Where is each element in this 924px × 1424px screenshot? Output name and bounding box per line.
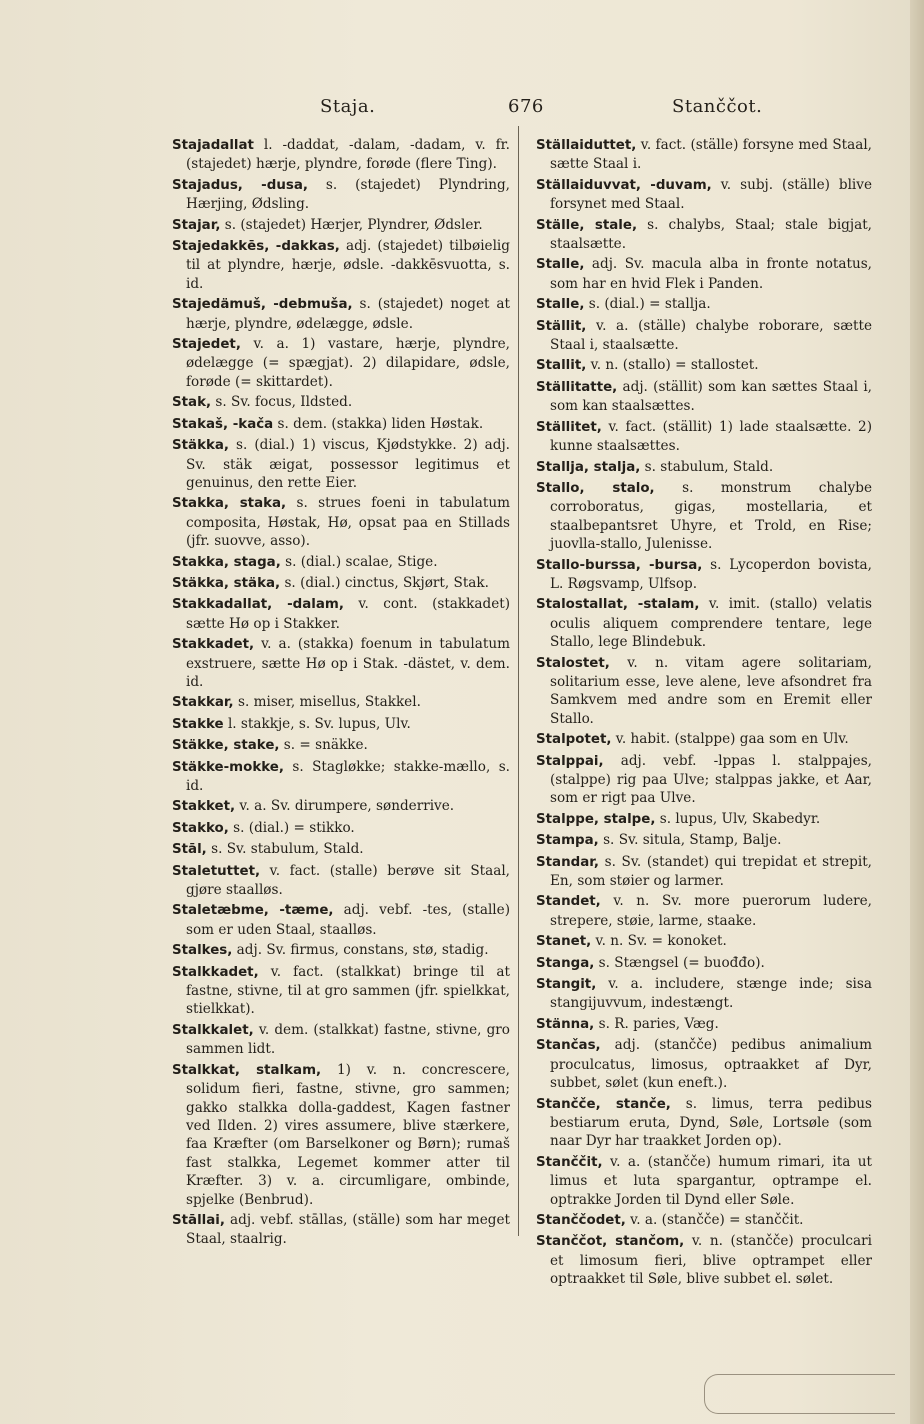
dictionary-entry xyxy=(172,901,510,939)
dictionary-entry xyxy=(536,595,872,651)
entry-headword: Stäkke-mokke, xyxy=(172,759,284,775)
dictionary-entry xyxy=(172,216,510,235)
entry-definition: v. a. includere, stænge inde; sisa stangijuvvum, indestængt. xyxy=(550,976,872,1012)
entry-headword: Stänna, xyxy=(536,1016,595,1032)
dictionary-entry xyxy=(536,932,872,951)
entry-headword: Standet, xyxy=(536,894,601,910)
entry-headword: Stakke xyxy=(172,716,224,732)
entry-headword: Stäkke, stake, xyxy=(172,738,280,754)
dictionary-entry xyxy=(172,295,510,333)
dictionary-entry xyxy=(172,963,510,1019)
dictionary-entry xyxy=(536,356,872,375)
entry-definition: s. chalybs, Staal; stale bigjat, staalsætte. xyxy=(550,216,872,253)
entry-headword: Stäkka, xyxy=(172,438,230,454)
library-label-frame xyxy=(704,1374,895,1414)
entry-definition: s. monstrum chalybe corroboratus, gigas, mostellaria, et staalbepantsret Uhyre, et Trold, en Rise; juovlla-stallo, Julenisse. xyxy=(550,479,872,553)
entry-definition: s. Lycoperdon bovista, L. Røgsvamp, Ulfsop. xyxy=(550,556,872,592)
entry-headword: Stāl, xyxy=(172,842,207,858)
dictionary-entry xyxy=(536,1232,872,1288)
dictionary-entry xyxy=(536,136,872,174)
entry-headword: Stalppe, stalpe, xyxy=(536,811,656,827)
entry-headword: Stäkka, stäka, xyxy=(172,575,281,591)
entry-definition: adj. vebf. stāllas, (ställe) som har meget Staal, staalrig. xyxy=(186,1211,510,1248)
dictionary-entry xyxy=(172,840,510,859)
entry-headword: Standar, xyxy=(536,854,599,870)
entry-headword: Stajadallat xyxy=(172,138,254,153)
entry-headword: Stallit, xyxy=(536,358,587,374)
entry-headword: Stajedakkēs, -dakkas, xyxy=(172,239,340,255)
dictionary-entry xyxy=(536,892,872,930)
entry-headword: Stakaš, -kača xyxy=(172,416,274,432)
dictionary-entry xyxy=(536,654,872,729)
entry-definition: v. cont. (stakkadet) sætte Hø op i Stakker. xyxy=(186,596,511,632)
entry-headword: Stakka, staga, xyxy=(172,554,281,570)
entry-definition: s. (stajedet) Plyndring, Hærjing, Ødsling. xyxy=(186,176,510,213)
entry-headword: Stanččit, xyxy=(536,1154,603,1170)
entry-definition: l. stakkje, s. Sv. lupus, Ulv. xyxy=(223,715,411,732)
entry-headword: Stakkar, xyxy=(172,695,234,711)
entry-headword: Ställaiduvvat, -duvam, xyxy=(536,177,712,193)
dictionary-entry xyxy=(172,1211,510,1249)
dictionary-entry xyxy=(172,819,510,838)
entry-definition: 1) v. n. concrescere, solidum fieri, fastne, stivne, gro sammen; gakko stalkka dolla-gaddest, Kagen fastner ved Ilden. 2) vires assumere, blive stærkere, faa Kræfter (om Barselkoner og Børn); rumaš fast stalkka, Legemet kommer atter til Kræfter. 3) v. a. circumligare, ombinde, spjelke (Benbrud). xyxy=(186,1061,510,1208)
dictionary-entry xyxy=(172,415,510,434)
entry-definition: v. n. (stančče) proculcari et limosum fieri, blive optrampet eller optraakket til Søle, blive subbet el. sølet. xyxy=(550,1233,872,1288)
entry-headword: Staletuttet, xyxy=(172,863,261,879)
entry-headword: Stalpotet, xyxy=(536,732,612,748)
entry-definition: s. stabulum, Stald. xyxy=(640,458,774,475)
entry-headword: Stakko, xyxy=(172,820,229,836)
entry-definition: s. Sv. (standet) qui trepidat et strepit, En, som støier og larmer. xyxy=(550,853,872,890)
dictionary-entry xyxy=(536,975,872,1013)
dictionary-entry xyxy=(536,810,872,829)
entry-definition: s. Stængsel (= buođđo). xyxy=(594,954,765,971)
entry-definition: s. limus, terra pedibus bestiarum eruta, Dynd, Søle, Lortsøle (som naar Dyr har traakket Jorden op). xyxy=(550,1095,872,1150)
entry-definition: s. lupus, Ulv, Skabedyr. xyxy=(655,810,821,827)
dictionary-entry xyxy=(172,595,510,633)
entry-headword: Stanččot, stančom, xyxy=(536,1234,685,1250)
entry-definition: adj. (stajedet) tilbøielig til at plyndre, hærje, ødsle. -dakkēsvuotta, s. id. xyxy=(186,238,510,292)
dictionary-entry xyxy=(172,1061,510,1209)
entry-definition: s. (dial.) = stallja. xyxy=(584,296,711,313)
entry-definition: v. a. 1) vastare, hærje, plyndre, ødelægge (= spægjat). 2) dilapidare, ødsle, forøde (= skittardet). xyxy=(186,336,510,390)
entry-definition: s. Sv. stabulum, Stald. xyxy=(206,841,364,858)
entry-definition: v. a. (stakka) foenum in tabulatum exstruere, sætte Hø op i Stak. -dästet, v. dem. id. xyxy=(186,636,510,690)
entry-headword: Stančas, xyxy=(536,1038,601,1054)
left-column xyxy=(172,136,510,1251)
entry-headword: Stančče, stanče, xyxy=(536,1096,671,1112)
dictionary-entry xyxy=(172,335,510,391)
entry-definition: v. n. (stallo) = stallostet. xyxy=(586,357,759,374)
dictionary-entry xyxy=(172,136,510,174)
dictionary-entry xyxy=(536,831,872,850)
entry-definition: adj. (ställit) som kan sættes Staal i, som kan staalsættes. xyxy=(550,378,872,415)
dictionary-entry xyxy=(536,954,872,973)
dictionary-entry xyxy=(172,862,510,900)
dictionary-entry xyxy=(536,378,872,416)
entry-headword: Stalkes, xyxy=(172,943,233,959)
dictionary-entry xyxy=(536,1036,872,1092)
entry-headword: Stajar, xyxy=(172,217,221,233)
entry-headword: Stalle, xyxy=(536,297,585,313)
entry-headword: Stalkkalet, xyxy=(172,1022,254,1038)
dictionary-entry xyxy=(536,752,872,808)
entry-definition: s. (dial.) 1) viscus, Kjødstykke. 2) adj. Sv. stäk æigat, possessor legitimus et genuinus, den rette Eier. xyxy=(186,437,510,491)
dictionary-entry xyxy=(172,494,510,550)
dictionary-entry xyxy=(536,295,872,314)
dictionary-entry xyxy=(536,176,872,214)
dictionary-entry xyxy=(172,941,510,960)
dictionary-entry xyxy=(172,574,510,593)
dictionary-entry xyxy=(172,715,510,734)
entry-headword: Stampa, xyxy=(536,833,599,849)
entry-headword: Stallo, stalo, xyxy=(536,480,655,496)
entry-definition: s. (dial.) cinctus, Skjørt, Stak. xyxy=(280,574,489,591)
entry-definition: v. habit. (stalppe) gaa som en Ulv. xyxy=(611,731,849,748)
page-number: 676 xyxy=(508,96,544,117)
dictionary-entry xyxy=(536,255,872,293)
dictionary-entry xyxy=(536,458,872,477)
entry-definition: s. = snäkke. xyxy=(279,737,368,754)
entry-headword: Stanga, xyxy=(536,955,595,971)
entry-headword: Stalostallat, -stalam, xyxy=(536,597,700,613)
entry-definition: v. dem. (stalkkat) fastne, stivne, gro sammen lidt. xyxy=(186,1021,510,1058)
entry-definition: v. fact. (stalkkat) bringe til at fastne, stivne, til at gro sammen (jfr. spielkkat, stielkkat). xyxy=(186,963,510,1018)
header-right-guide-word: Stanččot. xyxy=(672,96,763,117)
entry-definition: s. Stagløkke; stakke-mællo, s. id. xyxy=(186,758,510,794)
dictionary-entry xyxy=(536,216,872,254)
entry-definition: v. a. (stančče) humum rimari, ita ut limus et luta spargantur, optrampe el. optrakke Jorden til Dynd eller Søle. xyxy=(550,1153,872,1208)
entry-definition: s. (stajedet) noget at hærje, plyndre, ødelægge, ødsle. xyxy=(186,296,510,332)
entry-headword: Stalostet, xyxy=(536,655,610,671)
dictionary-entry xyxy=(172,436,510,492)
entry-definition: v. fact. (ställit) 1) lade staalsætte. 2) kunne staalsættes. xyxy=(550,418,872,455)
entry-headword: Ställit, xyxy=(536,318,587,334)
entry-definition: s. strues foeni in tabulatum composita, Høstak, Hø, opsat paa en Stillads (jfr. suovve, asso). xyxy=(186,495,510,550)
dictionary-entry xyxy=(536,556,872,594)
entry-headword: Ställitatte, xyxy=(536,379,618,395)
dictionary-entry xyxy=(172,758,510,796)
entry-headword: Stāllai, xyxy=(172,1212,225,1228)
dictionary-entry xyxy=(536,418,872,456)
dictionary-entry xyxy=(172,553,510,572)
entry-definition: s. dem. (stakka) liden Høstak. xyxy=(273,415,484,432)
entry-headword: Stanččodet, xyxy=(536,1212,626,1228)
entry-definition: s. miser, misellus, Stakkel. xyxy=(233,694,421,711)
dictionary-entry xyxy=(172,1021,510,1059)
entry-headword: Stajadus, -dusa, xyxy=(172,177,308,193)
entry-definition: s. (stajedet) Hærjer, Plyndrer, Ødsler. xyxy=(220,216,483,233)
entry-definition: v. a. (stančče) = stanččit. xyxy=(625,1211,804,1228)
dictionary-entry xyxy=(536,1211,872,1230)
dictionary-entry xyxy=(536,479,872,554)
entry-definition: s. Sv. focus, Ildsted. xyxy=(211,394,353,411)
dictionary-entry xyxy=(172,176,510,214)
entry-headword: Stallja, stalja, xyxy=(536,459,641,475)
entry-definition: v. n. Sv. more puerorum ludere, strepere, støie, larme, staake. xyxy=(550,893,872,929)
entry-definition: s. Sv. situla, Stamp, Balje. xyxy=(598,832,782,849)
entry-headword: Stakka, staka, xyxy=(172,496,287,512)
entry-headword: Stalle, xyxy=(536,257,585,273)
entry-definition: v. fact. (stalle) berøve sit Staal, gjøre staalløs. xyxy=(186,862,510,899)
entry-definition: v. imit. (stallo) velatis oculis aliquem comprendere tentare, lege Stallo, lege Blindebuk. xyxy=(550,596,872,651)
entry-headword: Ställe, stale, xyxy=(536,217,638,233)
entry-definition: v. a. (ställe) chalybe roborare, sætte Staal i, staalsætte. xyxy=(550,317,872,354)
dictionary-entry xyxy=(172,635,510,691)
page-edge xyxy=(910,0,924,1424)
column-divider xyxy=(518,126,519,1236)
dictionary-entry xyxy=(172,797,510,816)
dictionary-entry xyxy=(536,1095,872,1151)
entry-definition: v. fact. (ställe) forsyne med Staal, sætte Staal i. xyxy=(550,137,872,173)
dictionary-entry xyxy=(536,730,872,749)
entry-definition: adj. Sv. macula alba in fronte notatus, som har en hvid Flek i Panden. xyxy=(550,256,872,292)
dictionary-entry xyxy=(536,317,872,355)
entry-headword: Stalkkadet, xyxy=(172,964,259,980)
entry-definition: v. n. Sv. = konoket. xyxy=(591,933,727,950)
entry-definition: v. subj. (ställe) blive forsynet med Staal. xyxy=(550,176,872,213)
dictionary-entry xyxy=(536,1153,872,1209)
entry-headword: Stangit, xyxy=(536,977,597,993)
entry-headword: Stalkkat, stalkam, xyxy=(172,1062,322,1078)
entry-headword: Stallo-burssa, -bursa, xyxy=(536,557,703,573)
entry-definition: s. (dial.) = stikko. xyxy=(228,819,355,836)
entry-headword: Ställitet, xyxy=(536,419,602,435)
entry-headword: Stajedet, xyxy=(172,337,241,353)
entry-headword: Stalppai, xyxy=(536,753,604,769)
header-left-guide-word: Staja. xyxy=(320,96,376,117)
dictionary-entry xyxy=(172,736,510,755)
right-column xyxy=(536,136,872,1291)
entry-definition: adj. vebf. -lppas l. stalppajes, (stalppe) rig paa Ulve; stalppas jakke, et Aar, som er rigt paa Ulve. xyxy=(550,752,872,807)
entry-headword: Stakket, xyxy=(172,799,236,815)
entry-definition: s. (dial.) scalae, Stige. xyxy=(280,553,438,570)
entry-headword: Stakkadet, xyxy=(172,637,255,653)
dictionary-entry xyxy=(536,1015,872,1034)
entry-definition: l. -daddat, -dalam, -dadam, v. fr. (stajedet) hærje, plyndre, forøde (flere Ting). xyxy=(186,137,510,173)
entry-definition: v. a. Sv. dirumpere, sønderrive. xyxy=(235,798,455,815)
entry-definition: v. n. vitam agere solitariam, solitarium esse, leve alene, leve afsondret fra Samkvem med andre som en Eremit eller Stallo. xyxy=(550,654,872,727)
entry-headword: Stak, xyxy=(172,395,212,411)
dictionary-entry xyxy=(172,393,510,412)
entry-definition: adj. (stanččе) pedibus animalium proculcatus, limosus, optraakket af Dyr, subbet, sølet (kun eneft.). xyxy=(550,1037,872,1092)
entry-headword: Staletæbme, -tæme, xyxy=(172,903,334,919)
entry-definition: adj. vebf. -tes, (stalle) som er uden Staal, staalløs. xyxy=(186,902,510,938)
dictionary-entry xyxy=(536,853,872,891)
entry-headword: Stanet, xyxy=(536,934,592,950)
entry-definition: s. R. paries, Væg. xyxy=(594,1015,719,1032)
dictionary-entry xyxy=(172,693,510,712)
dictionary-entry xyxy=(172,237,510,293)
entry-headword: Stajedämuš, -debmuša, xyxy=(172,297,353,313)
entry-headword: Stakkadallat, -dalam, xyxy=(172,597,344,613)
entry-headword: Ställaiduttet, xyxy=(536,138,637,153)
entry-definition: adj. Sv. firmus, constans, stø, stadig. xyxy=(232,942,489,959)
